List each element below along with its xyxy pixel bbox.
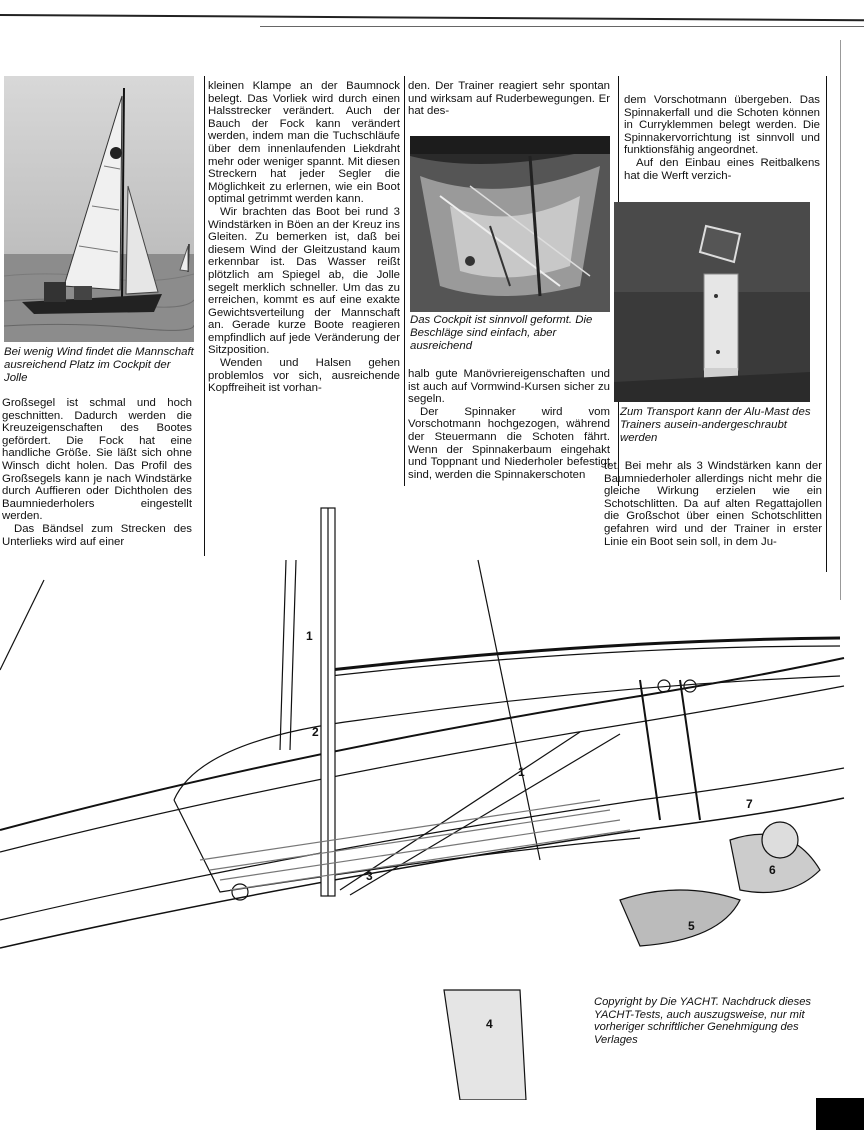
drawing-label-2: 2: [312, 725, 319, 739]
copyright-notice: Copyright by Die YACHT. Nachdruck dieses YACHT-Tests, auch auszugsweise, nur mit vorheriger schriftlicher Genehmigung des Verlages: [594, 996, 812, 1046]
cockpit-caption: Das Cockpit ist sinnvoll geformt. Die Beschläge sind einfach, aber ausreichend: [410, 314, 593, 352]
drawing-label-7: 7: [746, 797, 753, 811]
col4-paragraph-1: dem Vorschotmann übergeben. Das Spinnakerfall und die Schoten können in Curryklemmen belegt werden. Die Spinnakervorrichtung ist sinnvoll und funktionsfähig angeordnet.: [624, 94, 820, 157]
scan-edge-line-thin: [260, 26, 864, 27]
forestay-line: [0, 580, 44, 670]
col2-paragraph-1: kleinen Klampe an der Baumnock belegt. Das Vorliek wird durch einen Halsstrecker verändert. Auch der Bauch der Fock kann verändert werden, indem man die Tuchschläufe über dem innenlaufenden Liekdraht mehr oder weniger spannt. Mit diesen Streckern hat jeder Segler die Möglichkeit zu erlernen, wie ein Boot optimal getrimmt werden kann.: [208, 80, 400, 206]
bilge-section: [620, 890, 740, 946]
col3-paragraph-2: Der Spinnaker wird vom Vorschotmann hochgezogen, während der Steuermann die Schoten fährt. Wenn der Spinnakerbaum eingehakt und Toppnant und Niederholer befestigt sind, werden die Spinnakerschoten: [408, 405, 610, 481]
col1-paragraph-2: Das Bändsel zum Strecken des Unterlieks wird auf einer: [2, 522, 192, 548]
col4-paragraph-2: Auf den Einbau eines Reitbalkens hat die Werft verzich-: [624, 156, 820, 182]
drawing-label-4: 4: [486, 1017, 493, 1031]
cockpit-photo: [410, 136, 610, 312]
column-rule: [404, 76, 405, 486]
col2-paragraph-2: Wir brachten das Boot bei rund 3 Windstärken in Böen an der Kreuz ins Gleiten. Zu bemerken ist, daß bei diesem Wind der Gleitzustand kaum erkennbar ist. Das Wasser reißt plötzlich am Spiegel ab, die Jolle segelt merklich schneller. Um das zu erreichen, kommt es auf eine exakte Gewichtsverteilung der Mannschaft an. Gerade kurze Boote reagieren empfindlich auf jede Veränderung der Sitzposition.: [208, 205, 400, 357]
hull-sheer-line: [0, 658, 844, 830]
column-rule: [204, 76, 205, 556]
col3-paragraph-top: den. Der Trainer reagiert sehr spontan und wirksam auf Ruderbewegungen. Er hat des-: [408, 80, 610, 118]
col4-paragraph-3: tet. Bei mehr als 3 Windstärken kann der Baumniederholer allerdings nicht mehr die gleiche Wirkung erzielen wie ein Schotschlitten. Da auf alten Regattajollen die Großschot über einen Schotschlitten gefahren wird und der Trainer in erster Linie ein Boot sein soll, in dem Ju-: [604, 460, 822, 548]
col3-paragraph-1: halb gute Manövriereigenschaften und ist auch auf Vormwind-Kursen sicher zu segeln.: [408, 368, 610, 406]
drawing-label-1-second: 1: [518, 765, 525, 779]
drawing-label-3: 3: [366, 869, 373, 883]
sailboat-photo: [4, 76, 194, 342]
drawing-label-1: 1: [306, 629, 313, 643]
sailboat-caption: Bei wenig Wind findet die Mannschaft ausreichend Platz im Cockpit der Jolle: [4, 346, 194, 384]
mast-caption: Zum Transport kann der Alu-Mast des Trainers ausein-andergeschraubt werden: [620, 406, 811, 444]
scan-corner-mark: [816, 1098, 864, 1130]
col1-paragraph-1: Großsegel ist schmal und hoch geschnitten. Dadurch werden die Kreuzeigenschaften des Bootes gefördert. Die Fock hat eine handliche Größe. Sie läßt sich ohne Winsch dicht holen. Das Profil des Großsegels kann je nach Windstärke durch Auffieren oder Dichtholen des Baumniederholers eingestellt werden.: [2, 397, 192, 523]
page-right-rule: [826, 76, 827, 572]
drawing-label-6: 6: [769, 863, 776, 877]
scan-edge-line: [0, 14, 864, 21]
drawing-label-5: 5: [688, 919, 695, 933]
centerboard: [444, 990, 526, 1100]
shroud-line: [478, 560, 540, 860]
mast-photo: [614, 202, 810, 402]
col2-paragraph-3: Wenden und Halsen gehen problemlos vor sich, ausreichende Kopffreiheit ist vorhan-: [208, 357, 400, 395]
